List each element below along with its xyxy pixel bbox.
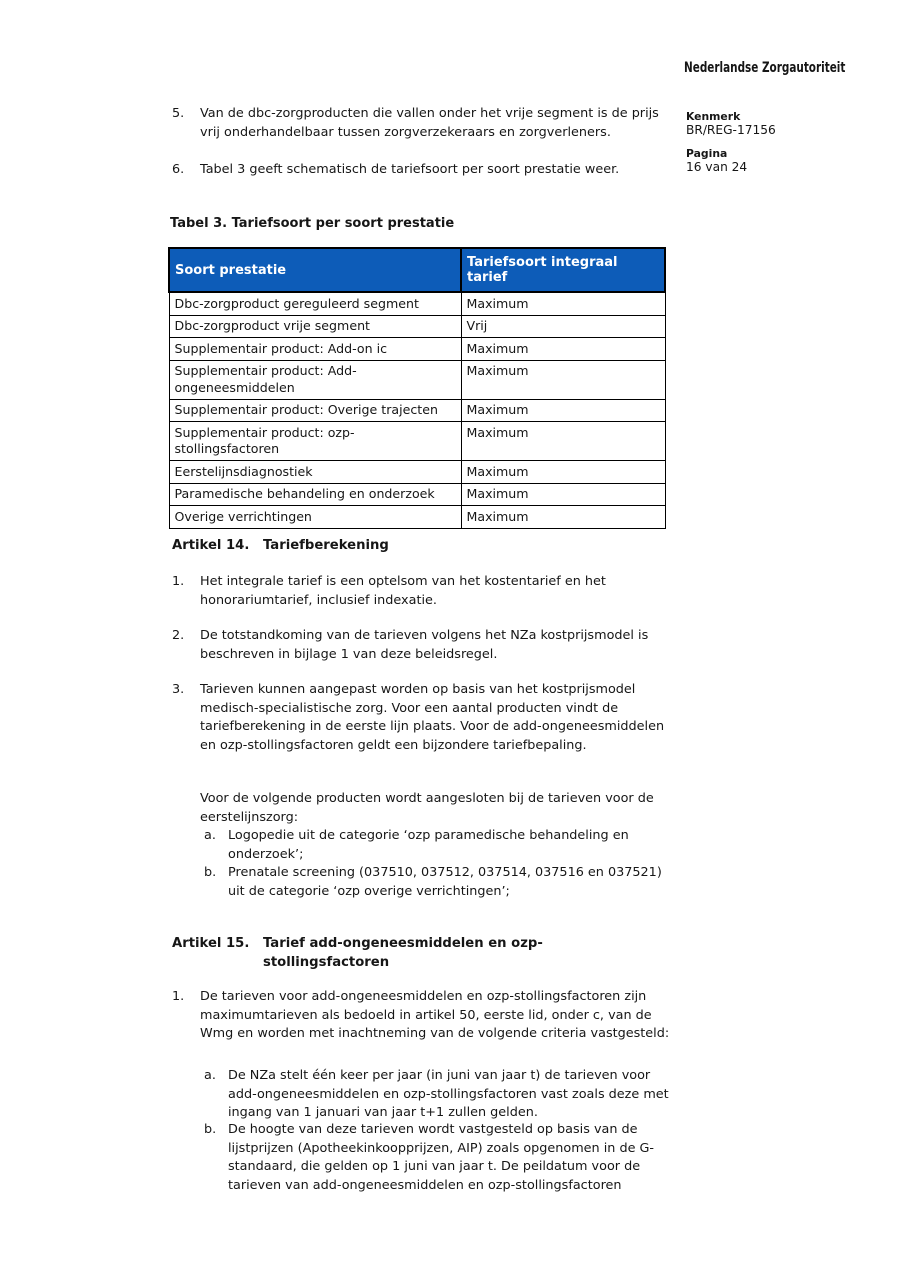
- kenmerk-label: Kenmerk: [686, 110, 741, 123]
- intro-item-6: [172, 161, 674, 180]
- artikel-15-sub-b: [172, 1121, 674, 1195]
- pagina-value: 16 van 24: [686, 160, 748, 174]
- item-number: 2.: [172, 628, 185, 643]
- table-cell-prestatie: Paramedische behandeling en onderzoek: [169, 483, 461, 506]
- table-cell-tariefsoort: Maximum: [461, 292, 665, 315]
- sub-item: [204, 827, 674, 864]
- table-cell-tariefsoort: Maximum: [461, 422, 665, 461]
- table-header-tariefsoort: Tariefsoort integraal tarief: [461, 248, 665, 292]
- table-cell-tariefsoort: Maximum: [461, 461, 665, 484]
- sub-item-text: Prenatale screening (037510, 037512, 037514, 037516 en 037521) uit de categorie ‘ozp overige verrichtingen’;: [228, 865, 662, 899]
- table-cell-prestatie: Supplementair product: Add-on ic: [169, 338, 461, 361]
- table-row: [169, 338, 665, 361]
- sub-item-text: Logopedie uit de categorie ‘ozp paramedische behandeling en onderzoek’;: [228, 828, 629, 862]
- artikel-15-number: Artikel 15.: [172, 936, 250, 951]
- table-title: Tabel 3. Tariefsoort per soort prestatie: [170, 216, 455, 231]
- pagina-label: Pagina: [686, 147, 728, 160]
- sub-item-text: De hoogte van deze tarieven wordt vastgesteld op basis van de lijstprijzen (Apotheekinkoopprijzen, AIP) zoals opgenomen in de G-standaard, die gelden op 1 juni van jaar t. De peildatum voor de tarieven van add-ongeneesmiddelen en ozp-stollingsfactoren: [228, 1122, 655, 1193]
- artikel-14-continuation: [172, 790, 674, 901]
- table-row: [169, 461, 665, 484]
- sub-item-letter: a.: [204, 828, 216, 843]
- item-number: 1.: [172, 574, 185, 589]
- item-number: 6.: [172, 162, 185, 177]
- continuation-text: Voor de volgende producten wordt aangesloten bij de tarieven voor de eerstelijnszorg:: [200, 791, 654, 825]
- artikel-14-title: Tariefberekening: [263, 538, 389, 553]
- table-cell-tariefsoort: Maximum: [461, 483, 665, 506]
- sub-item-letter: a.: [204, 1068, 216, 1083]
- sub-item-text: De NZa stelt één keer per jaar (in juni van jaar t) de tarieven voor add-ongeneesmiddelen en ozp-stollingsfactoren vast zoals deze met ingang van 1 januari van jaar t+1 zullen gelden.: [228, 1068, 669, 1120]
- table-row: [169, 399, 665, 422]
- item-text: Tarieven kunnen aangepast worden op basis van het kostprijsmodel medisch-specialistische zorg. Voor een aantal producten vindt de tariefberekening in de eerste lijn plaats. Voor de add-ongeneesmiddelen en ozp-stollingsfactoren geldt een bijzondere tariefbepaling.: [200, 682, 665, 753]
- table-cell-prestatie: Supplementair product: Add-ongeneesmiddelen: [169, 360, 461, 399]
- table-cell-prestatie: Dbc-zorgproduct gereguleerd segment: [169, 292, 461, 315]
- artikel-14-item-3: [172, 681, 674, 755]
- table-cell-tariefsoort: Maximum: [461, 399, 665, 422]
- artikel-14-number: Artikel 14.: [172, 538, 250, 553]
- kenmerk-value: BR/REG-17156: [686, 123, 776, 137]
- sub-item-letter: b.: [204, 1122, 217, 1137]
- table-cell-tariefsoort: Vrij: [461, 315, 665, 338]
- item-text: De tarieven voor add-ongeneesmiddelen en ozp-stollingsfactoren zijn maximumtarieven als bedoeld in artikel 50, eerste lid, onder c, van de Wmg en worden met inachtneming van de volgende criteria vastgesteld:: [200, 989, 670, 1041]
- artikel-15-item-1: [172, 988, 674, 1044]
- sub-item: [204, 864, 674, 901]
- table-cell-tariefsoort: Maximum: [461, 360, 665, 399]
- intro-item-5: [172, 105, 674, 142]
- table-cell-prestatie: Dbc-zorgproduct vrije segment: [169, 315, 461, 338]
- table-cell-prestatie: Eerstelijnsdiagnostiek: [169, 461, 461, 484]
- artikel-14-item-2: [172, 627, 674, 664]
- artikel-15-title: Tarief add-ongeneesmiddelen en ozp-stollingsfactoren: [263, 936, 543, 970]
- table-row: [169, 483, 665, 506]
- table-header-row: [169, 248, 665, 292]
- table-cell-prestatie: Supplementair product: Overige trajecten: [169, 399, 461, 422]
- item-number: 5.: [172, 106, 185, 121]
- tariff-table: [168, 247, 666, 529]
- item-text: De totstandkoming van de tarieven volgens het NZa kostprijsmodel is beschreven in bijlage 1 van deze beleidsregel.: [200, 628, 649, 662]
- item-number: 1.: [172, 989, 185, 1004]
- table-cell-tariefsoort: Maximum: [461, 506, 665, 529]
- item-text: Van de dbc-zorgproducten die vallen onder het vrije segment is de prijs vrij onderhandelbaar tussen zorgverzekeraars en zorgverleners.: [200, 106, 659, 140]
- artikel-15-sub-a: [172, 1067, 674, 1123]
- artikel-14-item-1: [172, 573, 674, 610]
- item-number: 3.: [172, 682, 185, 697]
- item-text: Tabel 3 geeft schematisch de tariefsoort per soort prestatie weer.: [200, 162, 620, 177]
- sub-item-letter: b.: [204, 865, 217, 880]
- table-row: [169, 292, 665, 315]
- table-row: [169, 506, 665, 529]
- item-text: Het integrale tarief is een optelsom van het kostentarief en het honorariumtarief, inclusief indexatie.: [200, 574, 606, 608]
- table-header-soort-prestatie: Soort prestatie: [169, 248, 461, 292]
- brand-logo: Nederlandse Zorgautoriteit: [684, 60, 846, 76]
- artikel-15-heading: [172, 935, 555, 972]
- table-row: [169, 422, 665, 461]
- table-row: [169, 315, 665, 338]
- page-meta: [686, 110, 866, 184]
- table-row: [169, 360, 665, 399]
- table-cell-prestatie: Supplementair product: ozp-stollingsfactoren: [169, 422, 461, 461]
- table-cell-prestatie: Overige verrichtingen: [169, 506, 461, 529]
- artikel-14-heading: [172, 537, 389, 556]
- table-cell-tariefsoort: Maximum: [461, 338, 665, 361]
